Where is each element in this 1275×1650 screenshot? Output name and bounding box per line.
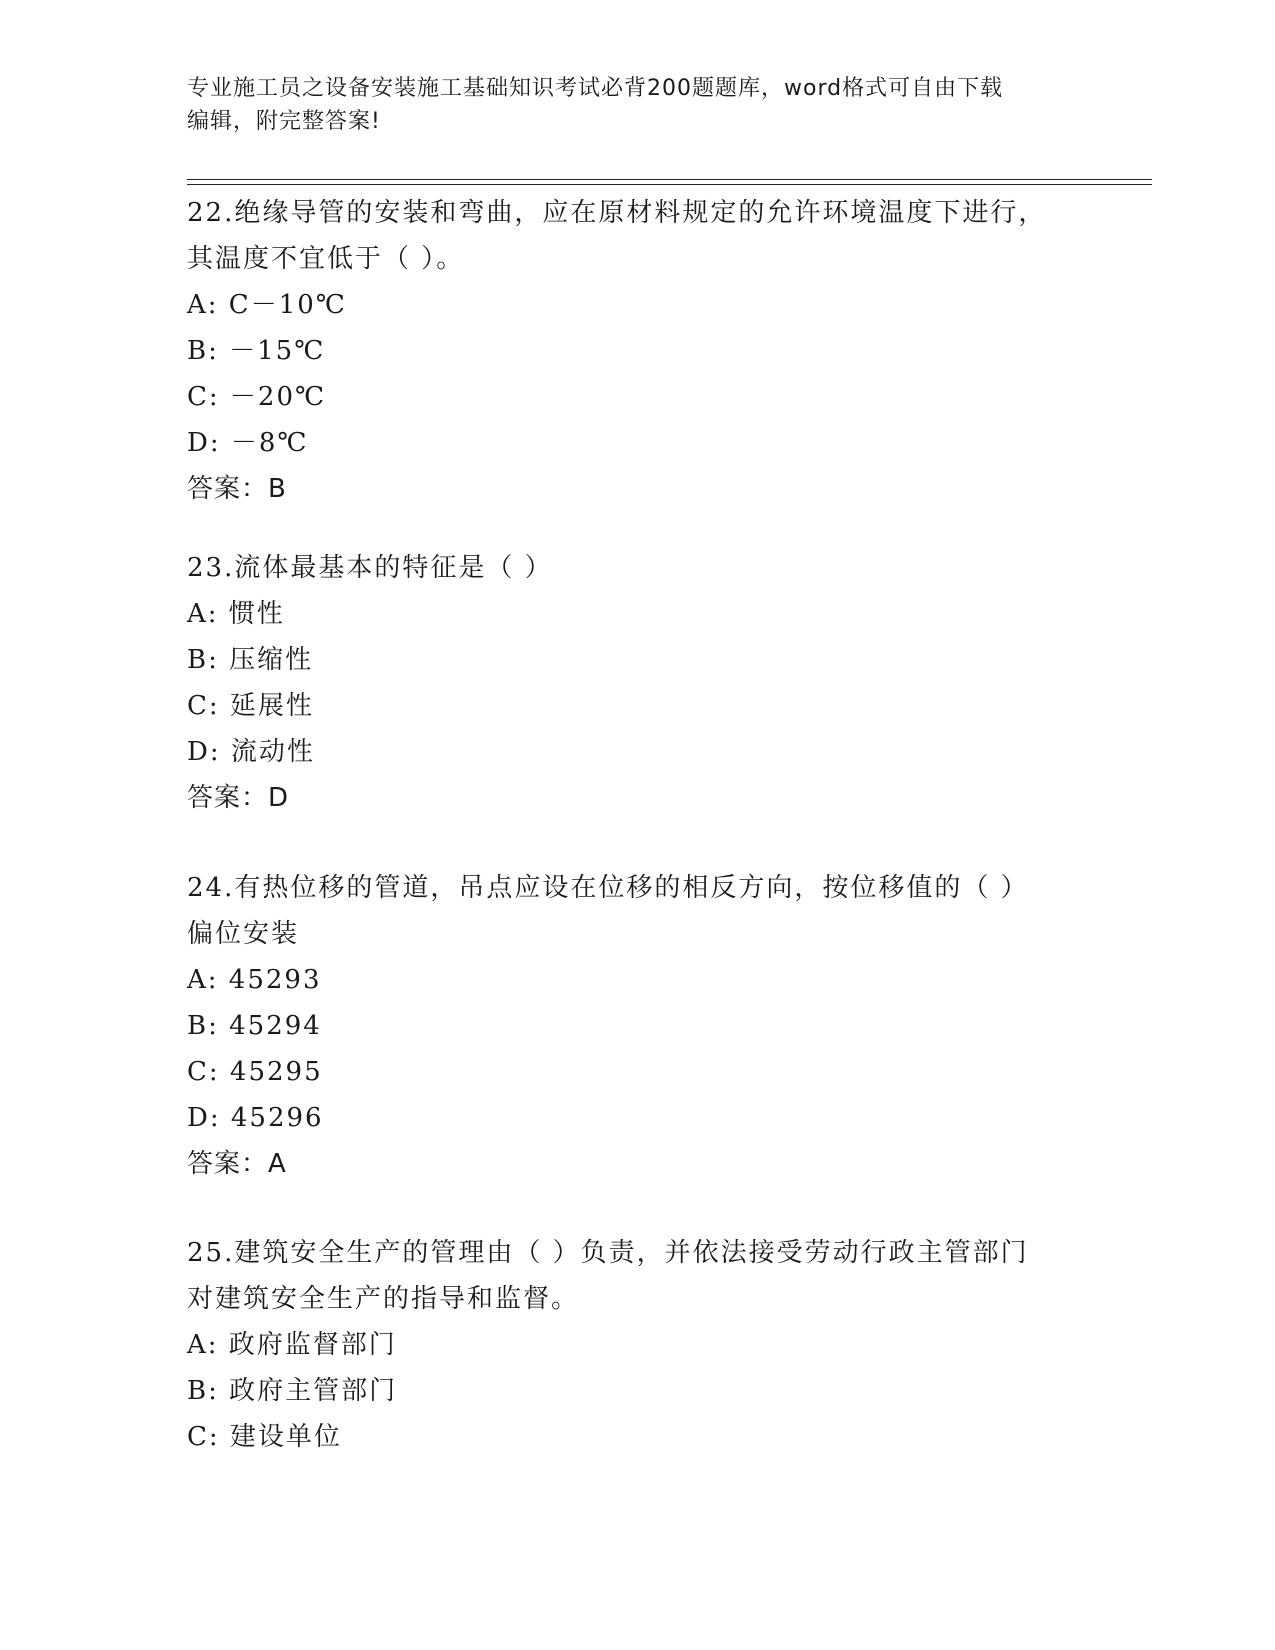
question-stem-line: 对建筑安全生产的指导和监督。: [187, 1284, 580, 1314]
option-c: C: 延展性: [187, 691, 314, 721]
question-24: [187, 865, 1087, 1187]
option-c: C: －20℃: [187, 382, 327, 412]
answer: 答案：D: [187, 783, 290, 813]
question-stem: [187, 1230, 1087, 1322]
question-stem-line: 23.流体最基本的特征是（ ）: [187, 553, 553, 583]
question-stem-line: 其温度不宜低于（ ）。: [187, 244, 465, 274]
answer: 答案：B: [187, 474, 287, 504]
option-c: C: 建设单位: [187, 1422, 342, 1452]
option-a: A: 政府监督部门: [187, 1330, 397, 1360]
option-b: B: 政府主管部门: [187, 1376, 398, 1406]
question-stem-line: 偏位安装: [187, 919, 300, 949]
document-header: [187, 72, 1087, 138]
header-divider-bottom: [187, 184, 1152, 185]
option-c: C: 45295: [187, 1057, 323, 1087]
question-23: [187, 545, 1087, 821]
question-stem-line: 24.有热位移的管道，吊点应设在位移的相反方向，按位移值的（ ）: [187, 873, 1029, 903]
option-d: D: 流动性: [187, 737, 315, 767]
option-a: A: 45293: [187, 965, 322, 995]
question-stem: [187, 865, 1087, 957]
option-a: A: C－10℃: [187, 290, 347, 320]
question-stem: [187, 545, 1087, 591]
question-stem-line: 22.绝缘导管的安装和弯曲，应在原材料规定的允许环境温度下进行，: [187, 198, 1047, 228]
option-d: D: 45296: [187, 1103, 324, 1133]
question-stem: [187, 190, 1087, 282]
option-b: B: 压缩性: [187, 645, 314, 675]
answer: 答案：A: [187, 1149, 287, 1179]
option-b: B: 45294: [187, 1011, 322, 1041]
header-line-1: 专业施工员之设备安装施工基础知识考试必背200题题库，word格式可自由下载: [187, 76, 1004, 101]
header-line-2: 编辑，附完整答案!: [187, 109, 381, 134]
option-b: B: －15℃: [187, 336, 326, 366]
question-stem-line: 25.建筑安全生产的管理由（ ）负责，并依法接受劳动行政主管部门: [187, 1238, 1029, 1268]
option-d: D: －8℃: [187, 428, 309, 458]
header-divider-top: [187, 179, 1152, 180]
question-22: [187, 190, 1087, 512]
option-a: A: 惯性: [187, 599, 285, 629]
question-25: [187, 1230, 1087, 1460]
